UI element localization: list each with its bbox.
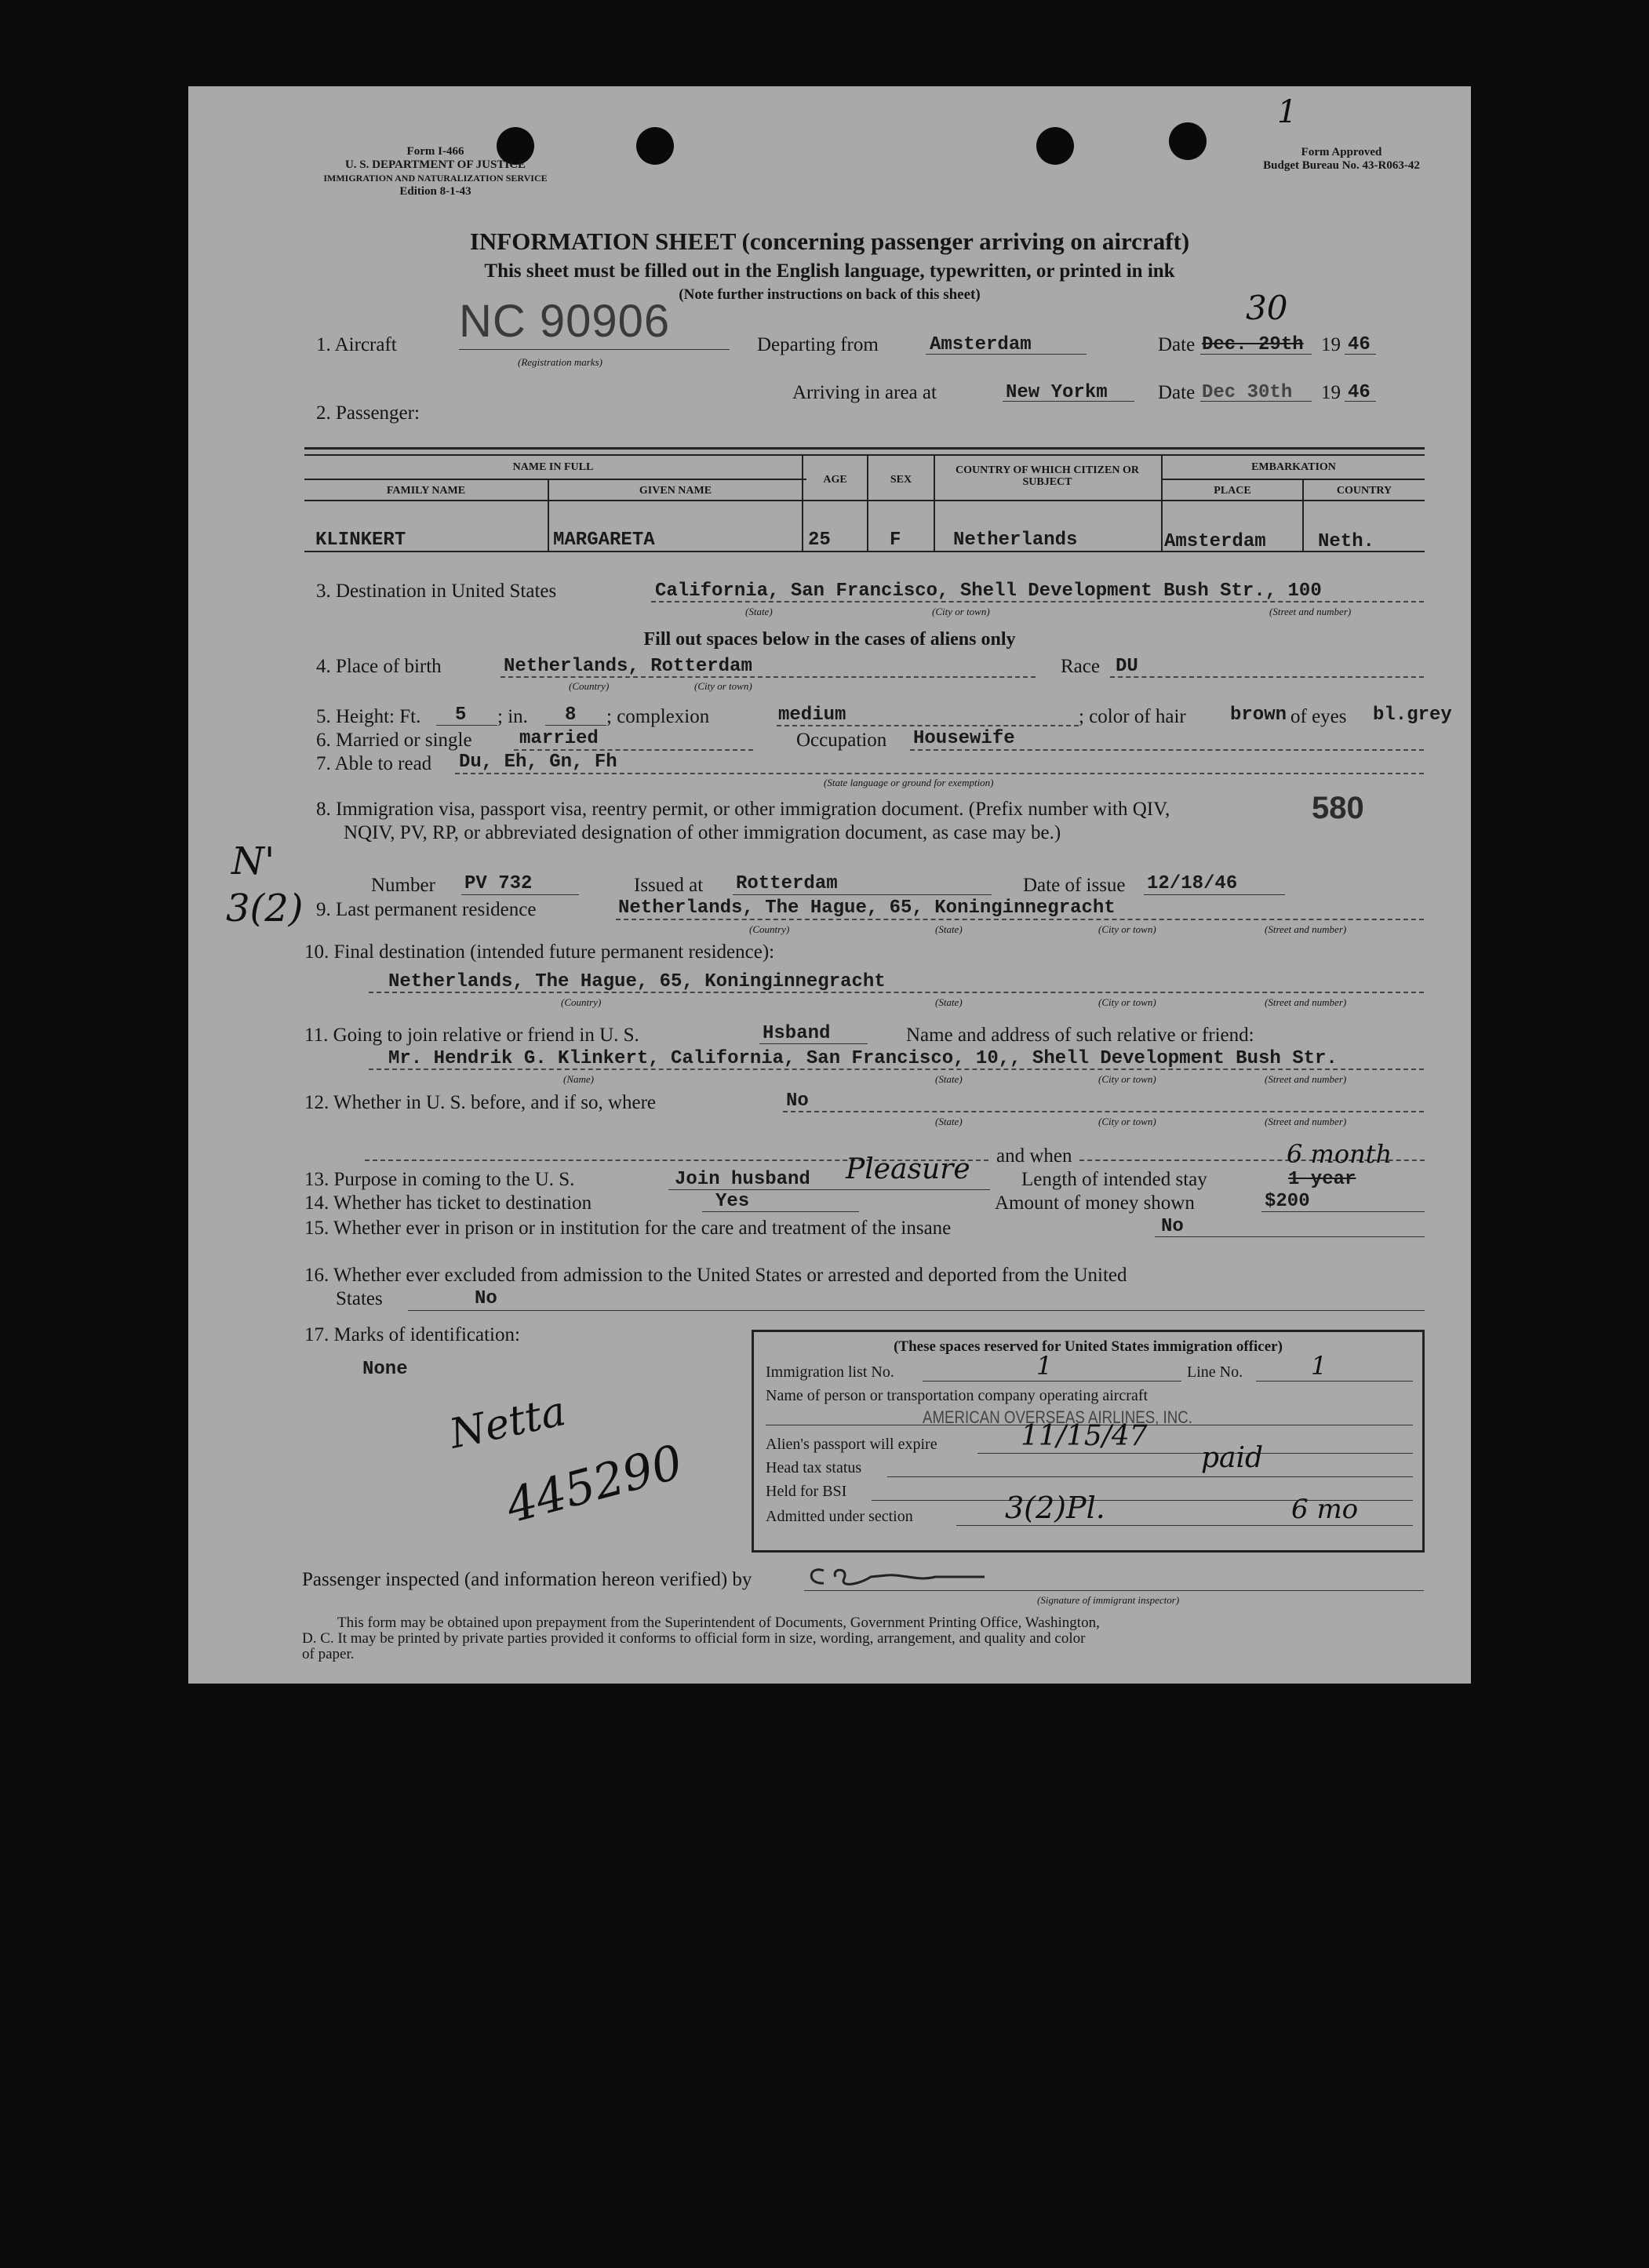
race-label: Race [1061,656,1100,677]
residence-value: Netherlands, The Hague, 65, Koninginnegracht [618,897,1116,919]
departing-date: Dec. 29th [1202,334,1304,355]
officer-box [752,1330,1425,1553]
state-caption: (State) [935,996,963,1008]
prison-value: No [1161,1216,1184,1237]
embark-place-header: PLACE [1214,485,1251,497]
form-edition: Edition 8-1-43 [399,185,471,198]
country-caption: (Country) [569,680,610,692]
purpose-value: Join husband [675,1169,810,1190]
relative-address: Mr. Hendrik G. Klinkert, California, San Francisco, 10,, Shell Development Bush Str. [388,1048,1338,1069]
arriving-year: 46 [1348,382,1371,403]
department-name: U. S. DEPARTMENT OF JUSTICE [344,158,526,171]
embark-place-value: Amsterdam [1164,531,1266,552]
excluded-value: No [475,1288,497,1309]
street-caption: (Street and number) [1265,996,1347,1008]
form-subtitle: This sheet must be filled out in the English language, typewritten, or printed in ink [484,260,1175,282]
name-caption: (Name) [563,1073,594,1085]
ticket-value: Yes [715,1191,750,1212]
registration-caption: (Registration marks) [518,356,602,368]
section-term: 6 mo [1291,1494,1359,1525]
marital-label: 6. Married or single [316,730,472,751]
arriving-city: New Yorkm [1006,382,1108,403]
street-caption: (Street and number) [1269,606,1352,617]
footer-line1: This form may be obtained upon prepayment from the Superintendent of Documents, Government Printing Office, Washington, [337,1615,1100,1631]
stay-value: 1 year [1288,1169,1356,1190]
passport-expiry-value: 11/15/47 [1021,1420,1148,1452]
passport-expiry-label: Alien's passport will expire [766,1436,937,1453]
aircraft-registration: NC 90906 [459,296,671,347]
visa-stamp: 580 [1312,791,1364,825]
excluded-label-line2: States [336,1288,383,1309]
form-approved: Form Approved [1301,146,1382,158]
complexion-label: ; complexion [606,706,710,727]
stay-label: Length of intended stay [1021,1169,1207,1190]
state-caption: (State) [935,1073,963,1085]
destination-value: California, San Francisco, Shell Development Bush Str., 100 [655,581,1322,602]
inspected-label: Passenger inspected (and information hereon verified) by [302,1569,752,1590]
state-caption: (State) [935,1116,963,1127]
footer-line3: of paper. [302,1646,355,1662]
city-caption: (City or town) [1098,996,1156,1008]
birthplace-label: 4. Place of birth [316,656,442,677]
given-name-value: MARGARETA [553,530,655,551]
form-number: Form I-466 [406,145,464,158]
read-label: 7. Able to read [316,753,432,774]
residence-label: 9. Last permanent residence [316,899,537,920]
passenger-label: 2. Passenger: [316,402,420,424]
issue-date-label: Date of issue [1023,875,1126,896]
form-page [188,86,1471,1684]
money-value: $200 [1265,1191,1310,1212]
relative-label: 11. Going to join relative or friend in U. S. [304,1025,639,1046]
country-caption: (Country) [561,996,602,1008]
read-value: Du, Eh, Gn, Fh [459,752,617,773]
margin-note-2: 3(2) [226,886,304,930]
complexion-value: medium [778,704,846,726]
money-label: Amount of money shown [995,1192,1195,1214]
purpose-handwritten: Pleasure [846,1153,970,1185]
head-tax-label: Head tax status [766,1459,862,1476]
form-header-left [302,145,569,198]
visa-label-line2: NQIV, PV, RP, or abbreviated designation of other immigration document, as case may be.) [344,822,1061,843]
excluded-label-line1: 16. Whether ever excluded from admission to the United States or arrested and deported from the United [304,1265,1127,1286]
city-caption: (City or town) [694,680,752,692]
height-label: 5. Height: Ft. [316,706,421,727]
eyes-label: of eyes [1290,706,1347,727]
city-caption: (City or town) [1098,1073,1156,1085]
birthplace-value: Netherlands, Rotterdam [504,656,752,677]
inspector-signature [800,1553,988,1600]
issued-at-label: Issued at [634,875,704,896]
line-number-label: Line No. [1187,1363,1243,1381]
occupation-label: Occupation [796,730,887,751]
officer-box-title: (These spaces reserved for United States immigration officer) [894,1338,1283,1355]
relative-name-label: Name and address of such relative or friend: [906,1025,1254,1046]
street-caption: (Street and number) [1265,1073,1347,1085]
section-label: Admitted under section [766,1508,913,1525]
issue-date-value: 12/18/46 [1147,873,1238,894]
service-name: IMMIGRATION AND NATURALIZATION SERVICE [323,173,548,184]
relative-value: Hsband [763,1023,831,1044]
citizenship-header: COUNTRY OF WHICH CITIZEN OR SUBJECT [956,464,1139,488]
eyes-value: bl.grey [1373,704,1452,726]
stay-handwritten: 6 month [1287,1139,1392,1169]
final-destination-label: 10. Final destination (intended future permanent residence): [304,941,775,963]
state-caption: (State) [935,923,963,935]
budget-bureau: Budget Bureau No. 43-R063-42 [1263,159,1420,172]
sex-value: F [890,530,901,551]
visa-number-label: Number [371,875,435,896]
prison-label: 15. Whether ever in prison or in institution for the care and treatment of the insane [304,1218,952,1239]
final-destination-value: Netherlands, The Hague, 65, Koninginnegracht [388,971,886,992]
punch-hole [636,127,674,165]
departing-city: Amsterdam [930,334,1032,355]
city-caption: (City or town) [1098,923,1156,935]
visa-label-line1: 8. Immigration visa, passport visa, reentry permit, or other immigration document. (Prefix number with QIV, [316,799,1170,820]
punch-hole [1169,122,1207,160]
country-caption: (Country) [749,923,790,935]
street-caption: (Street and number) [1265,1116,1347,1127]
street-caption: (Street and number) [1265,923,1347,935]
name-in-full-header: NAME IN FULL [512,461,594,473]
list-number-value: 1 [1036,1351,1053,1381]
issued-at-value: Rotterdam [736,873,838,894]
and-when-label: and when [996,1145,1072,1167]
sex-header: SEX [890,474,912,486]
purpose-label: 13. Purpose in coming to the U. S. [304,1169,575,1190]
arriving-date-label: Date [1158,382,1196,403]
given-name-header: GIVEN NAME [639,485,712,497]
list-number-label: Immigration list No. [766,1363,894,1381]
marks-value: None [362,1359,408,1380]
form-title: INFORMATION SHEET (concerning passenger arriving on aircraft) [469,228,1190,255]
height-inches: 8 [565,704,577,726]
embark-country-value: Neth. [1318,531,1375,552]
inches-label: ; in. [497,706,528,727]
footer-line2: D. C. It may be printed by private parties provided it conforms to official form in size, wording, arrangement, and quality and color [302,1630,1086,1647]
handwritten-note-2: 445290 [501,1434,689,1534]
arriving-date: Dec 30th [1202,382,1293,403]
year-prefix: 19 [1321,334,1341,355]
age-value: 25 [808,530,831,551]
family-name-header: FAMILY NAME [386,485,466,497]
bsi-label: Held for BSI [766,1483,847,1500]
hair-label: ; color of hair [1079,706,1186,727]
city-caption: (City or town) [1098,1116,1156,1127]
year-prefix: 19 [1321,382,1341,403]
line-number-value: 1 [1311,1351,1327,1381]
departing-label: Departing from [757,334,879,355]
punch-hole [1036,127,1074,165]
previous-visit-value: No [786,1090,809,1112]
signature-caption: (Signature of immigrant inspector) [1037,1594,1180,1606]
read-caption: (State language or ground for exemption) [824,777,994,788]
aircraft-label: 1. Aircraft [316,334,397,355]
marital-value: married [519,728,599,749]
departing-year: 46 [1348,334,1371,355]
embark-country-header: COUNTRY [1336,485,1392,497]
head-tax-value: paid [1201,1442,1264,1474]
citizenship-value: Netherlands [953,530,1078,551]
departing-date-correction: 30 [1246,289,1288,327]
margin-note-1: N' [231,839,275,883]
section-value: 3(2)Pl. [1005,1491,1105,1525]
family-name-value: KLINKERT [315,530,406,551]
company-stamp: AMERICAN OVERSEAS AIRLINES, INC. [923,1407,1192,1427]
hair-value: brown [1230,704,1287,726]
destination-label: 3. Destination in United States [316,581,557,602]
handwritten-note-1: Netta [446,1388,570,1458]
form-note: (Note further instructions on back of this sheet) [679,286,981,303]
form-header-right [1224,146,1459,173]
aliens-only-heading: Fill out spaces below in the cases of aliens only [643,629,1016,650]
race-value: DU [1116,656,1138,677]
departing-date-label: Date [1158,334,1196,355]
page-mark: 1 [1277,94,1298,130]
previous-visit-label: 12. Whether in U. S. before, and if so, where [304,1092,657,1113]
state-caption: (State) [745,606,773,617]
occupation-value: Housewife [913,728,1015,749]
embarkation-header: EMBARKATION [1251,461,1336,473]
arriving-label: Arriving in area at [792,382,937,403]
visa-number: PV 732 [464,873,533,894]
company-label: Name of person or transportation company operating aircraft [766,1387,1148,1404]
age-header: AGE [823,474,847,486]
ticket-label: 14. Whether has ticket to destination [304,1192,592,1214]
height-feet: 5 [455,704,467,726]
marks-label: 17. Marks of identification: [304,1324,520,1345]
city-caption: (City or town) [932,606,990,617]
